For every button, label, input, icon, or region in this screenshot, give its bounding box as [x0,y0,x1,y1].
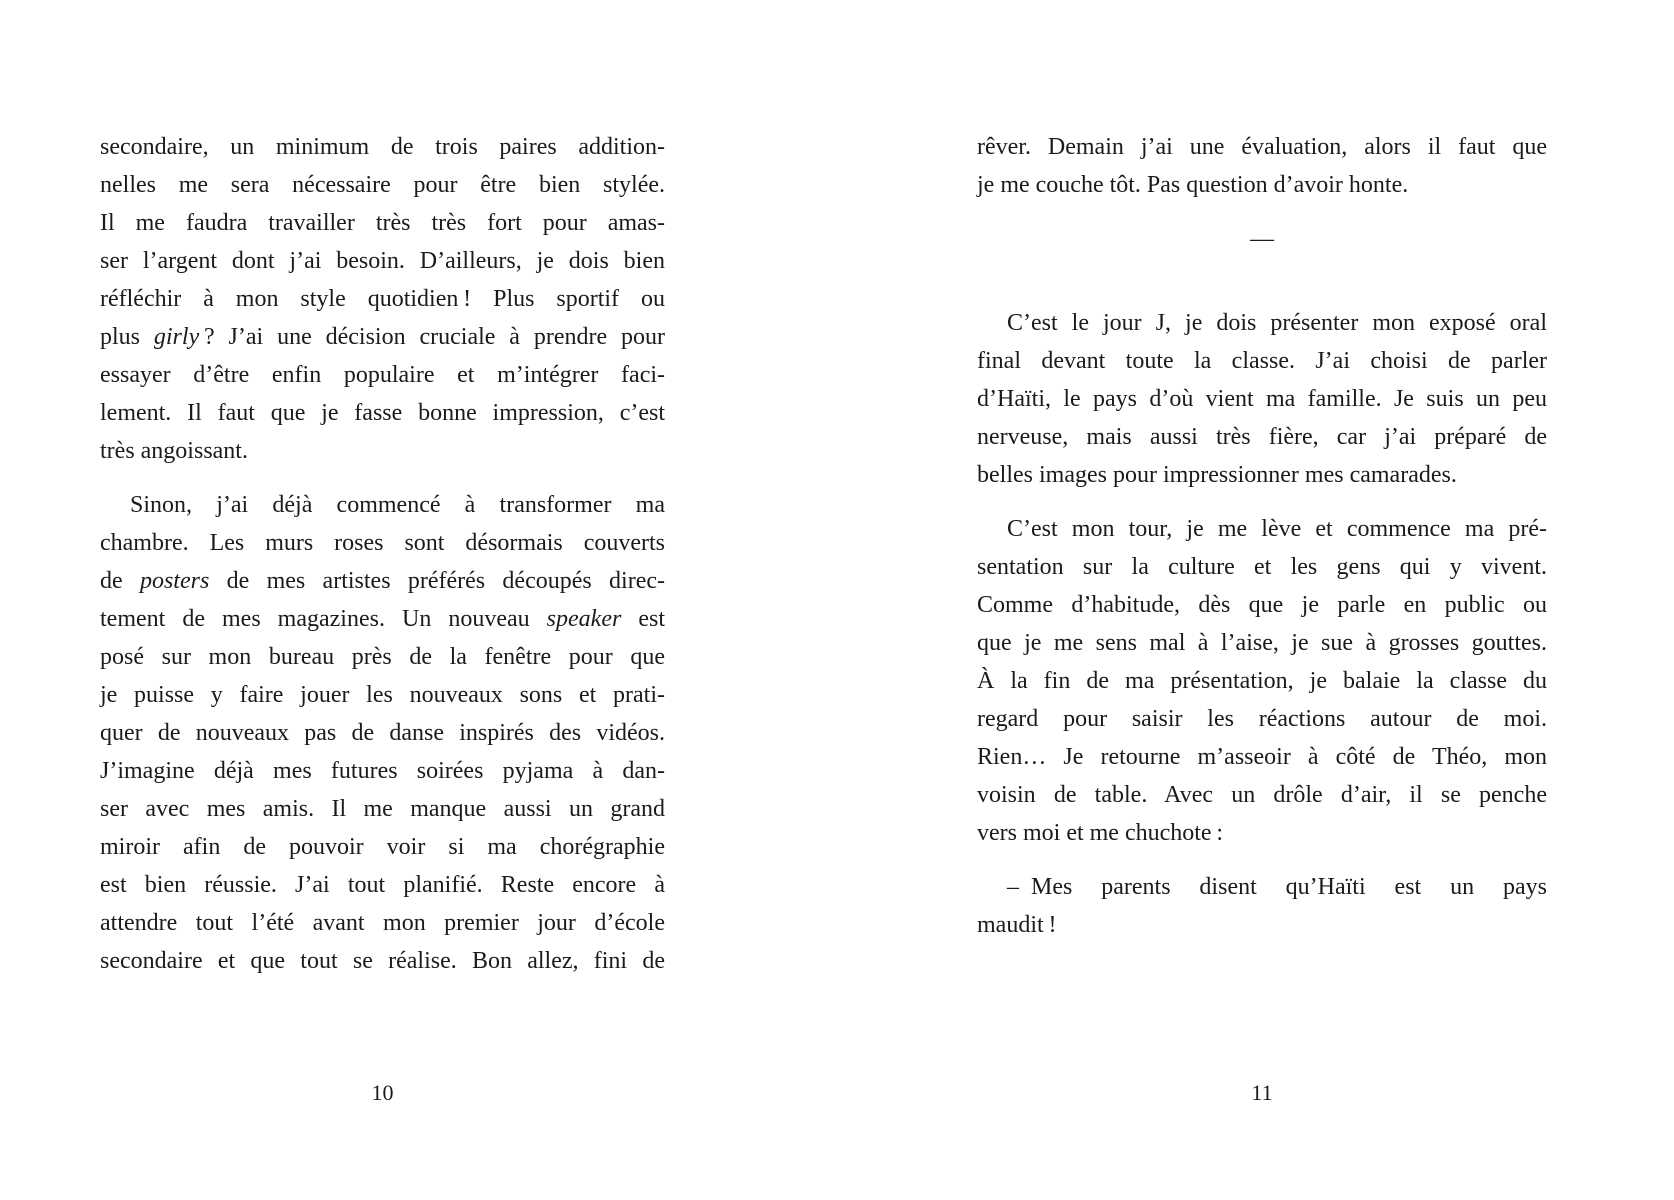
text-line: je puisse y faire jouer les nouveaux sons et prati- [100,682,665,708]
text-line: essayer d’être enfin populaire et m’intégrer faci- [100,362,665,388]
text-line: que je me sens mal à l’aise, je sue à grosses gouttes. [977,630,1547,656]
text-line: attendre tout l’été avant mon premier jour d’école [100,910,665,936]
text-line: quer de nouveaux pas de danse inspirés des vidéos. [100,720,665,746]
text-line: J’imagine déjà mes futures soirées pyjama à dan- [100,758,665,784]
text-line: rêver. Demain j’ai une évaluation, alors il faut que [977,134,1547,160]
text-line: miroir afin de pouvoir voir si ma chorégraphie [100,834,665,860]
text-line: sentation sur la culture et les gens qui y vivent. [977,554,1547,580]
text-line: nelles me sera nécessaire pour être bien stylée. [100,172,665,198]
text-line: C’est le jour J, je dois présenter mon exposé oral [1007,310,1547,336]
text-line: réfléchir à mon style quotidien ! Plus sportif ou [100,286,665,312]
paragraph [977,868,1547,944]
paragraph [977,510,1547,852]
text-line: secondaire et que tout se réalise. Bon allez, fini de [100,948,665,974]
page-right-text-column [977,128,1547,944]
text-line: Sinon, j’ai déjà commencé à transformer ma [130,492,665,518]
text-line: nerveuse, mais aussi très fière, car j’ai préparé de [977,424,1547,450]
page-left-text-column [100,128,665,980]
text-line: plus girly ? J’ai une décision cruciale à prendre pour [100,324,665,350]
text-line: de posters de mes artistes préférés découpés direc- [100,568,665,594]
page-number-left: 10 [371,1080,394,1105]
section-separator-dash: — [1250,226,1274,252]
page-number-right: 11 [1251,1080,1273,1105]
text-line: ser l’argent dont j’ai besoin. D’ailleurs, je dois bien [100,248,665,274]
text-line: maudit ! [977,912,1057,938]
text-line: belles images pour impressionner mes camarades. [977,462,1457,488]
text-line: est bien réussie. J’ai tout planifié. Reste encore à [100,872,665,898]
text-line: À la fin de ma présentation, je balaie la classe du [977,668,1547,694]
text-line: C’est mon tour, je me lève et commence ma pré- [1007,516,1547,542]
text-line: final devant toute la classe. J’ai choisi de parler [977,348,1547,374]
text-line: Comme d’habitude, dès que je parle en public ou [977,592,1547,618]
text-line: regard pour saisir les réactions autour de moi. [977,706,1547,732]
text-line: Il me faudra travailler très très fort pour amas- [100,210,665,236]
paragraph [100,486,665,980]
text-line: voisin de table. Avec un drôle d’air, il se penche [977,782,1547,808]
text-line: tement de mes magazines. Un nouveau speaker est [100,606,665,632]
paragraph [100,128,665,470]
text-line: lement. Il faut que je fasse bonne impression, c’est [100,400,665,426]
text-line: je me couche tôt. Pas question d’avoir honte. [977,172,1409,198]
text-line: très angoissant. [100,438,248,464]
paragraph [977,128,1547,204]
paragraph [977,304,1547,494]
text-line: d’Haïti, le pays d’où vient ma famille. Je suis un peu [977,386,1547,412]
text-line: posé sur mon bureau près de la fenêtre pour que [100,644,665,670]
text-line: chambre. Les murs roses sont désormais couverts [100,530,665,556]
text-line: vers moi et me chuchote : [977,820,1224,846]
text-line: – Mes parents disent qu’Haïti est un pays [1007,874,1547,900]
text-line: Rien… Je retourne m’asseoir à côté de Théo, mon [977,744,1547,770]
text-line: ser avec mes amis. Il me manque aussi un grand [100,796,665,822]
text-line: secondaire, un minimum de trois paires addition- [100,134,665,160]
